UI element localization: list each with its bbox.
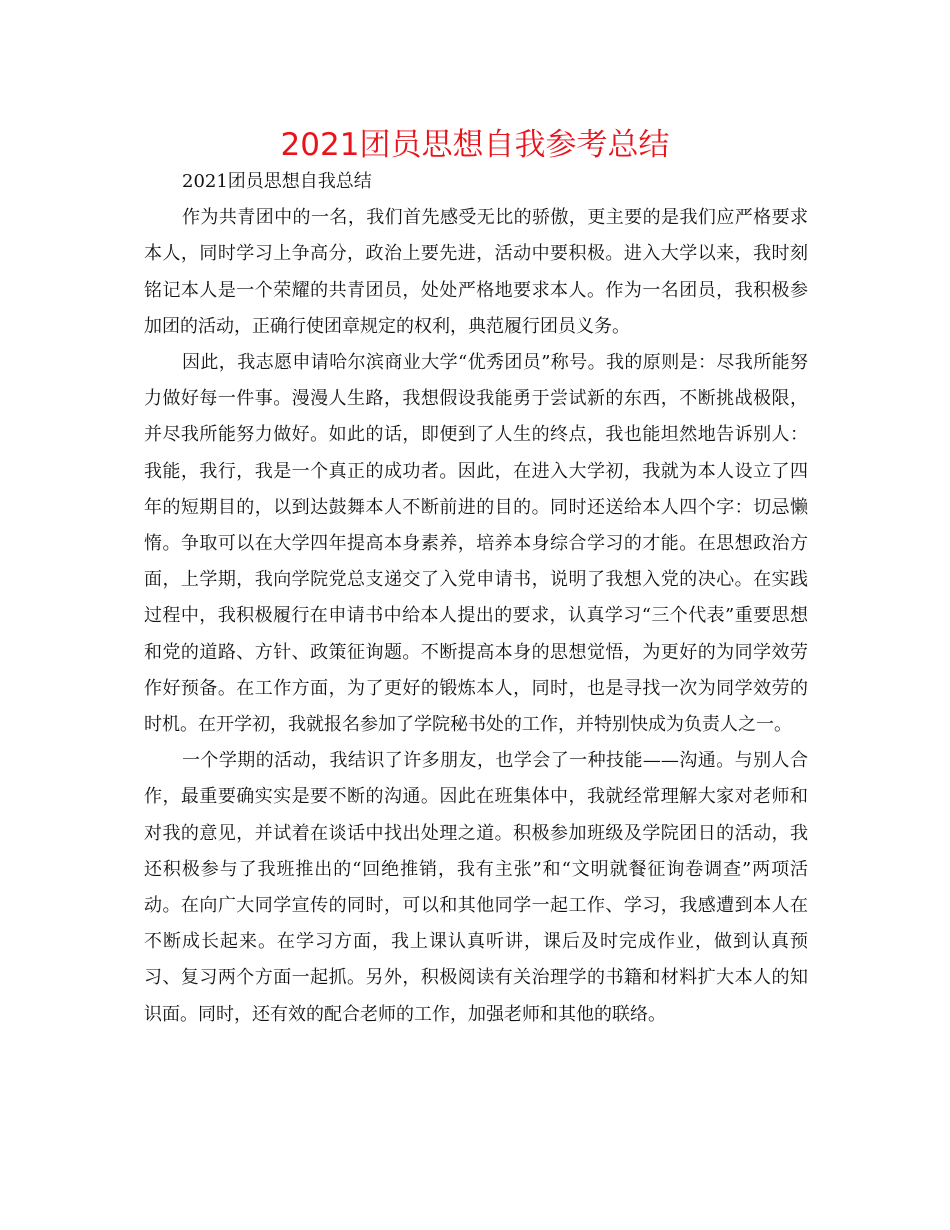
paragraph-1: 作为共青团中的一名，我们首先感受无比的骄傲，更主要的是我们应严格要求本人，同时学习上争高分，政治上要先进，活动中要积极。进入大学以来，我时刻铭记本人是一个荣耀的共青团员，处处严格地要求本人。作为一名团员，我积极参加团的活动，正确行使团章规定的权利，典范履行团员义务。 [144, 207, 808, 337]
document-title: 2021团员思想自我参考总结 [280, 127, 670, 163]
document-body [144, 164, 808, 1033]
document-subtitle: 2021团员思想自我总结 [182, 171, 372, 192]
paragraph-2: 因此，我志愿申请哈尔滨商业大学“优秀团员”称号。我的原则是：尽我所能努力做好每一件事。漫漫人生路，我想假设我能勇于尝试新的东西，不断挑战极限，并尽我所能努力做好。如此的话，即便到了人生的终点，我也能坦然地告诉别人：我能，我行，我是一个真正的成功者。因此，在进入大学初，我就为本人设立了四年的短期目的，以到达鼓舞本人不断前进的目的。同时还送给本人四个字：切忌懒惰。争取可以在大学四年提高本身素养，培养本身综合学习的才能。在思想政治方面，上学期，我向学院党总支递交了入党申请书，说明了我想入党的决心。在实践过程中，我积极履行在申请书中给本人提出的要求，认真学习“三个代表”重要思想和党的道路、方针、政策征询题。不断提高本身的思想觉悟，为更好的为同学效劳作好预备。在工作方面，为了更好的锻炼本人，同时，也是寻找一次为同学效劳的时机。在开学初，我就报名参加了学院秘书处的工作，并特别快成为负责人之一。 [144, 352, 808, 736]
paragraph-3: 一个学期的活动，我结识了许多朋友，也学会了一种技能——沟通。与别人合作，最重要确实实是要不断的沟通。因此在班集体中，我就经常理解大家对老师和对我的意见，并试着在谈话中找出处理之道。积极参加班级及学院团日的活动，我还积极参与了我班推出的“回绝推销，我有主张”和“文明就餐征询卷调查”两项活动。在向广大同学宣传的同时，可以和其他同学一起工作、学习，我感遭到本人在不断成长起来。在学习方面，我上课认真听讲，课后及时完成作业，做到认真预习、复习两个方面一起抓。另外，积极阅读有关治理学的书籍和材料扩大本人的知识面。同时，还有效的配合老师的工作，加强老师和其他的联络。 [144, 750, 808, 1025]
